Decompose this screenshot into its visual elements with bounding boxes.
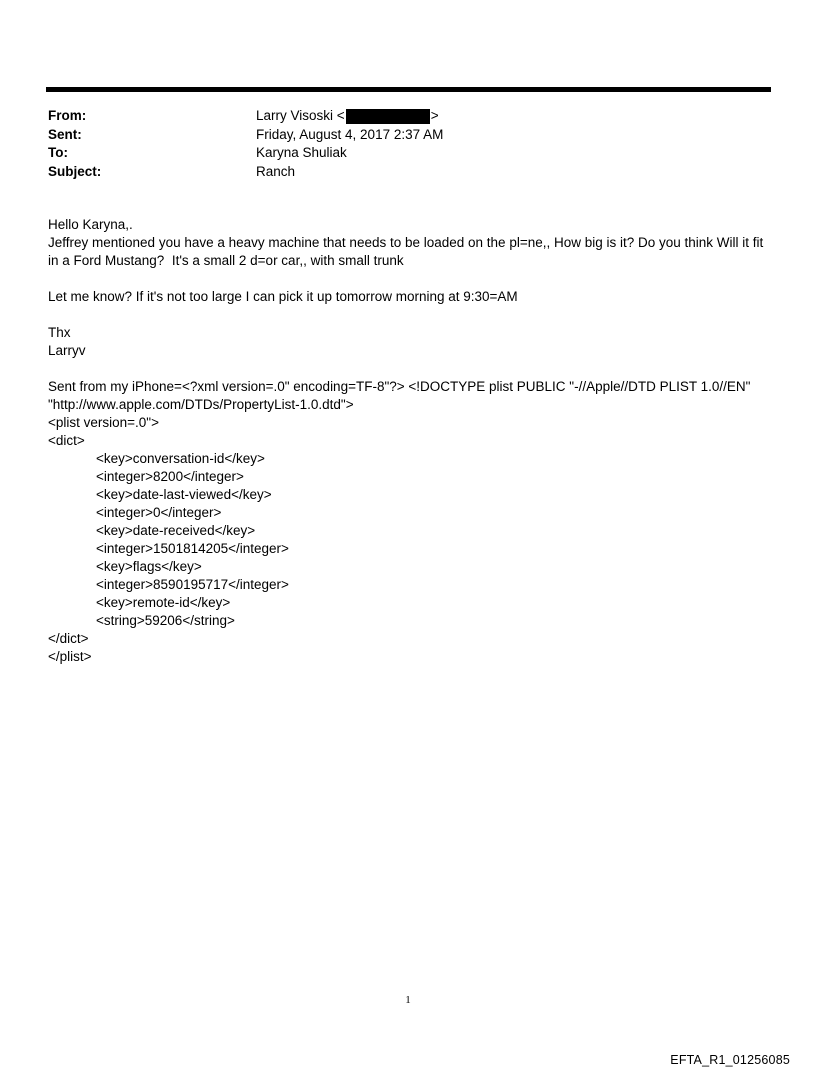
- dict-line: <string>59206</string>: [96, 613, 235, 628]
- paragraph-line: in a Ford Mustang? It's a small 2 d=or car,, with small trunk: [48, 253, 404, 268]
- email-body: [48, 216, 778, 666]
- from-value: [256, 107, 439, 126]
- to-label: To:: [48, 145, 68, 160]
- subject-value: Ranch: [256, 163, 296, 179]
- redaction-box: [346, 109, 430, 124]
- plist-close: </plist>: [48, 649, 92, 664]
- dict-line: <integer>1501814205</integer>: [96, 541, 289, 556]
- from-bracket-close: >: [430, 108, 439, 123]
- blank-line: [48, 270, 778, 288]
- sent-label: Sent:: [48, 126, 82, 142]
- from-name: Larry Visoski: [256, 108, 334, 123]
- bates-number: EFTA_R1_01256085: [670, 1053, 790, 1067]
- plist-open: <plist version=.0">: [48, 415, 159, 430]
- dict-line: <integer>0</integer>: [96, 505, 222, 520]
- dict-line: <integer>8590195717</integer>: [96, 577, 289, 592]
- from-row: [48, 107, 443, 126]
- paragraph-line: Jeffrey mentioned you have a heavy machine that needs to be loaded on the pl=ne,, How big is it? Do you think Will it fit: [48, 235, 764, 250]
- to-value: Karyna Shuliak: [256, 145, 347, 160]
- dict-line: <key>remote-id</key>: [96, 595, 231, 610]
- dict-line: <key>date-received</key>: [96, 523, 256, 538]
- from-bracket-open: <: [336, 108, 345, 123]
- signoff: Thx: [48, 325, 71, 340]
- to-row: [48, 144, 443, 163]
- dict-line: <key>conversation-id</key>: [96, 451, 265, 466]
- greeting: Hello Karyna,.: [48, 217, 133, 232]
- sent-row: [48, 126, 443, 145]
- signature: Larryv: [48, 343, 86, 358]
- dict-close: </dict>: [48, 631, 89, 646]
- sent-from-line: "http://www.apple.com/DTDs/PropertyList-1.0.dtd">: [48, 397, 354, 412]
- header-divider: [46, 87, 771, 92]
- email-header: [48, 107, 443, 181]
- paragraph-line: Let me know? If it's not too large I can pick it up tomorrow morning at 9:30=AM: [48, 289, 518, 304]
- blank-line: [48, 360, 778, 378]
- dict-line: <key>date-last-viewed</key>: [96, 487, 272, 502]
- sent-from-line: Sent from my iPhone=<?xml version=.0" encoding=TF-8"?> <!DOCTYPE plist PUBLIC "-//Apple//DTD PLIST 1.0//EN": [48, 379, 751, 394]
- dict-line: <integer>8200</integer>: [96, 469, 244, 484]
- subject-row: [48, 163, 443, 182]
- page-number: 1: [405, 994, 411, 1006]
- sent-value: Friday, August 4, 2017 2:37 AM: [256, 126, 444, 142]
- dict-line: <key>flags</key>: [96, 559, 202, 574]
- blank-line: [48, 306, 778, 324]
- subject-label: Subject:: [48, 163, 102, 179]
- dict-open: <dict>: [48, 433, 85, 448]
- from-label: From:: [48, 108, 87, 123]
